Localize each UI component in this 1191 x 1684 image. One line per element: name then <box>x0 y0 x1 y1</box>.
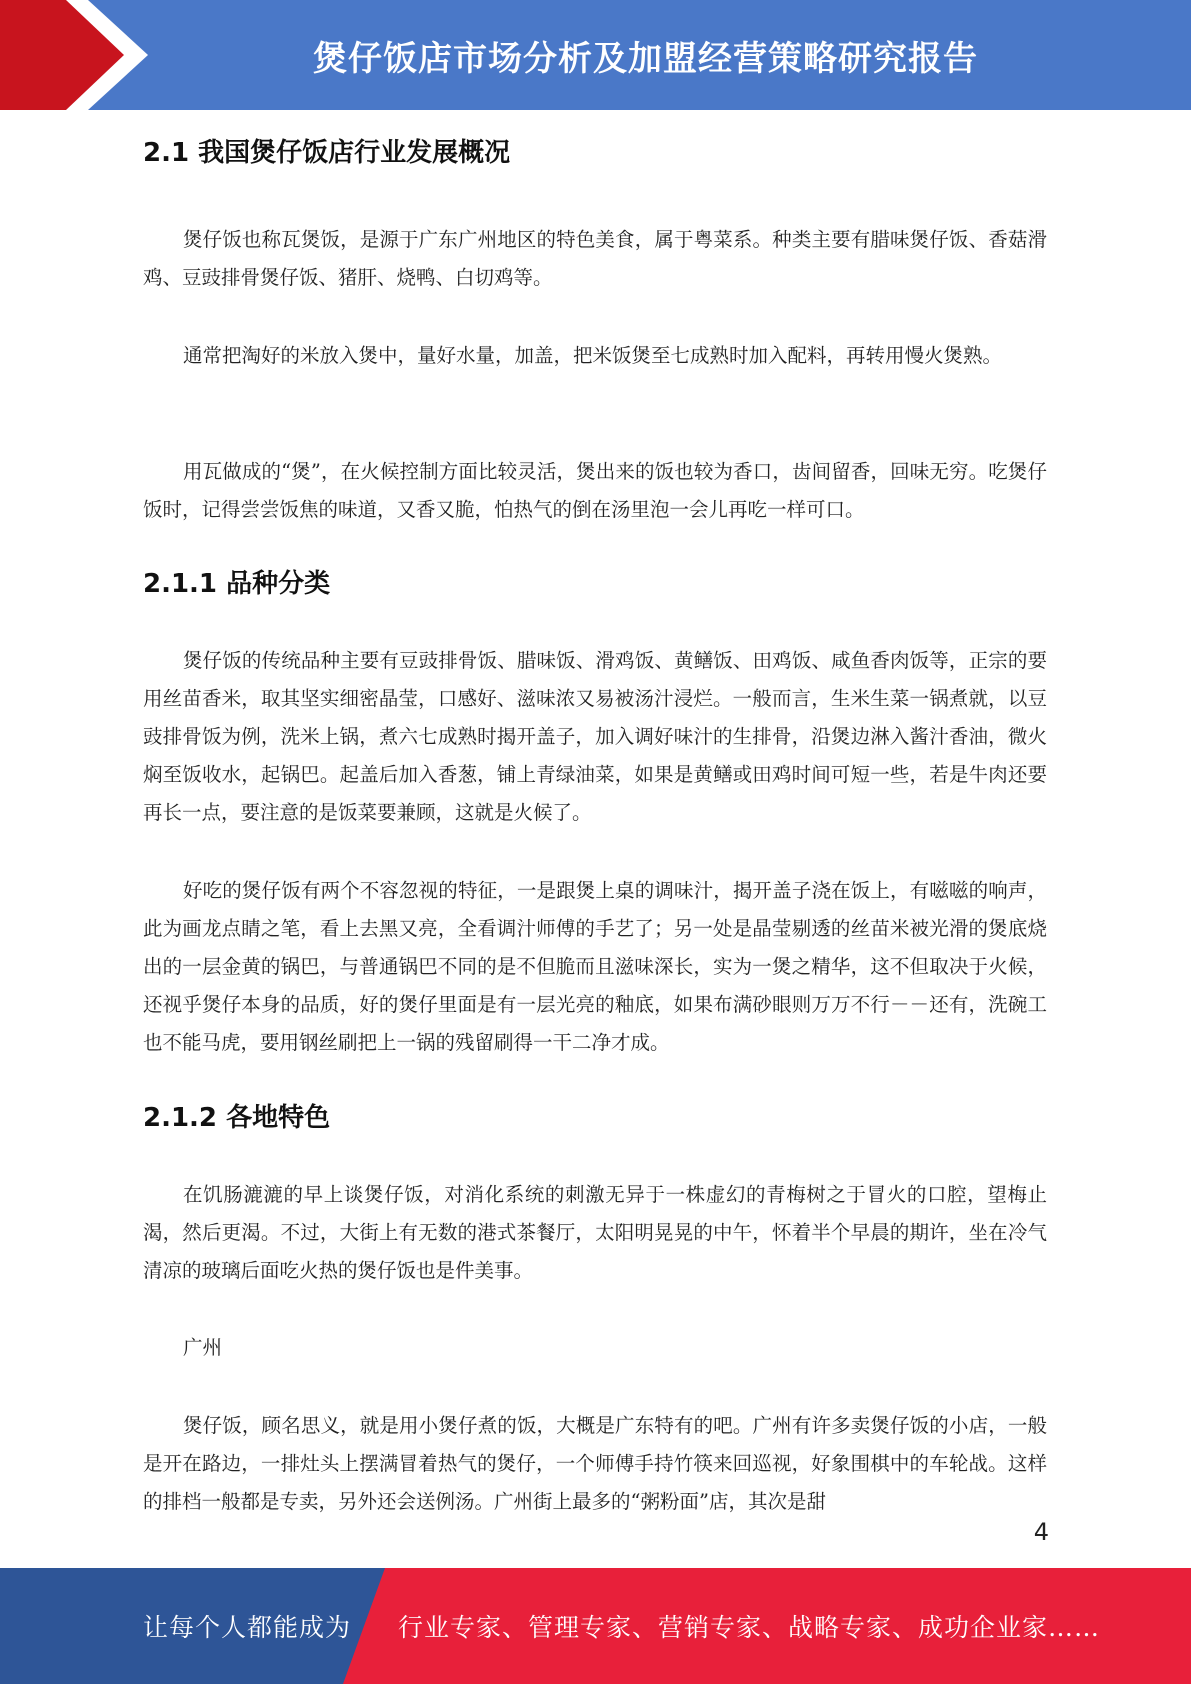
paragraph: 在饥肠漉漉的早上谈煲仔饭，对消化系统的刺激无异于一株虚幻的青梅树之于冒火的口腔，望梅止渴，然后更渴。不过，大街上有无数的港式茶餐厅，太阳明晃晃的中午，怀着半个早晨的期许，坐在冷气清凉的玻璃后面吃火热的煲仔饭也是件美事。 <box>143 1183 1047 1282</box>
footer-slogan-left: 让每个人都能成为 <box>143 1613 352 1642</box>
document-title: 煲仔饭店市场分析及加盟经营策略研究报告 <box>313 38 978 79</box>
footer-banner <box>0 1568 1191 1684</box>
section-heading-2-1-1: 2.1.1 品种分类 <box>143 569 331 599</box>
page-number: 4 <box>1033 1518 1049 1546</box>
subheading-guangzhou: 广州 <box>183 1336 223 1359</box>
section-heading-2-1-2: 2.1.2 各地特色 <box>143 1103 331 1133</box>
header-arrow-decoration <box>0 0 160 110</box>
paragraph: 好吃的煲仔饭有两个不容忽视的特征，一是跟煲上桌的调味汁，揭开盖子浇在饭上，有嗞嗞的响声，此为画龙点睛之笔，看上去黑又亮，全看调汁师傅的手艺了；另一处是晶莹剔透的丝苗米被光滑的煲底烧出的一层金黄的锅巴，与普通锅巴不同的是不但脆而且滋味深长，实为一煲之精华，这不但取决于火候，还视乎煲仔本身的品质，好的煲仔里面是有一层光亮的釉底，如果布满砂眼则万万不行－－还有，洗碗工也不能马虎，要用钢丝刷把上一锅的残留刷得一干二净才成。 <box>143 879 1047 1054</box>
footer-slogan-right: 行业专家、管理专家、营销专家、战略专家、成功企业家…… <box>398 1613 1101 1642</box>
paragraph: 煲仔饭的传统品种主要有豆豉排骨饭、腊味饭、滑鸡饭、黄鳝饭、田鸡饭、咸鱼香肉饭等，正宗的要用丝苗香米，取其坚实细密晶莹，口感好、滋味浓又易被汤汁浸烂。一般而言，生米生菜一锅煮就，以豆豉排骨饭为例，洗米上锅，煮六七成熟时揭开盖子，加入调好味汁的生排骨，沿煲边淋入酱汁香油，微火焖至饭收水，起锅巴。起盖后加入香葱，铺上青绿油菜，如果是黄鳝或田鸡时间可短一些，若是牛肉还要再长一点，要注意的是饭菜要兼顾，这就是火候了。 <box>143 649 1047 824</box>
header-banner <box>0 0 1191 110</box>
paragraph: 煲仔饭也称瓦煲饭，是源于广东广州地区的特色美食，属于粤菜系。种类主要有腊味煲仔饭、香菇滑鸡、豆豉排骨煲仔饭、猪肝、烧鸭、白切鸡等。 <box>143 228 1047 289</box>
section-heading-2-1: 2.1 我国煲仔饭店行业发展概况 <box>143 138 511 168</box>
paragraph: 通常把淘好的米放入煲中，量好水量，加盖，把米饭煲至七成熟时加入配料，再转用慢火煲熟。 <box>183 344 1003 367</box>
paragraph: 煲仔饭，顾名思义，就是用小煲仔煮的饭，大概是广东特有的吧。广州有许多卖煲仔饭的小店，一般是开在路边，一排灶头上摆满冒着热气的煲仔，一个师傅手持竹筷来回巡视，好象围棋中的车轮战。这样的排档一般都是专卖，另外还会送例汤。广州街上最多的“粥粉面”店，其次是甜 <box>143 1414 1047 1513</box>
paragraph: 用瓦做成的“煲”，在火候控制方面比较灵活，煲出来的饭也较为香口，齿间留香，回味无穷。吃煲仔饭时，记得尝尝饭焦的味道，又香又脆，怕热气的倒在汤里泡一会儿再吃一样可口。 <box>143 460 1047 521</box>
